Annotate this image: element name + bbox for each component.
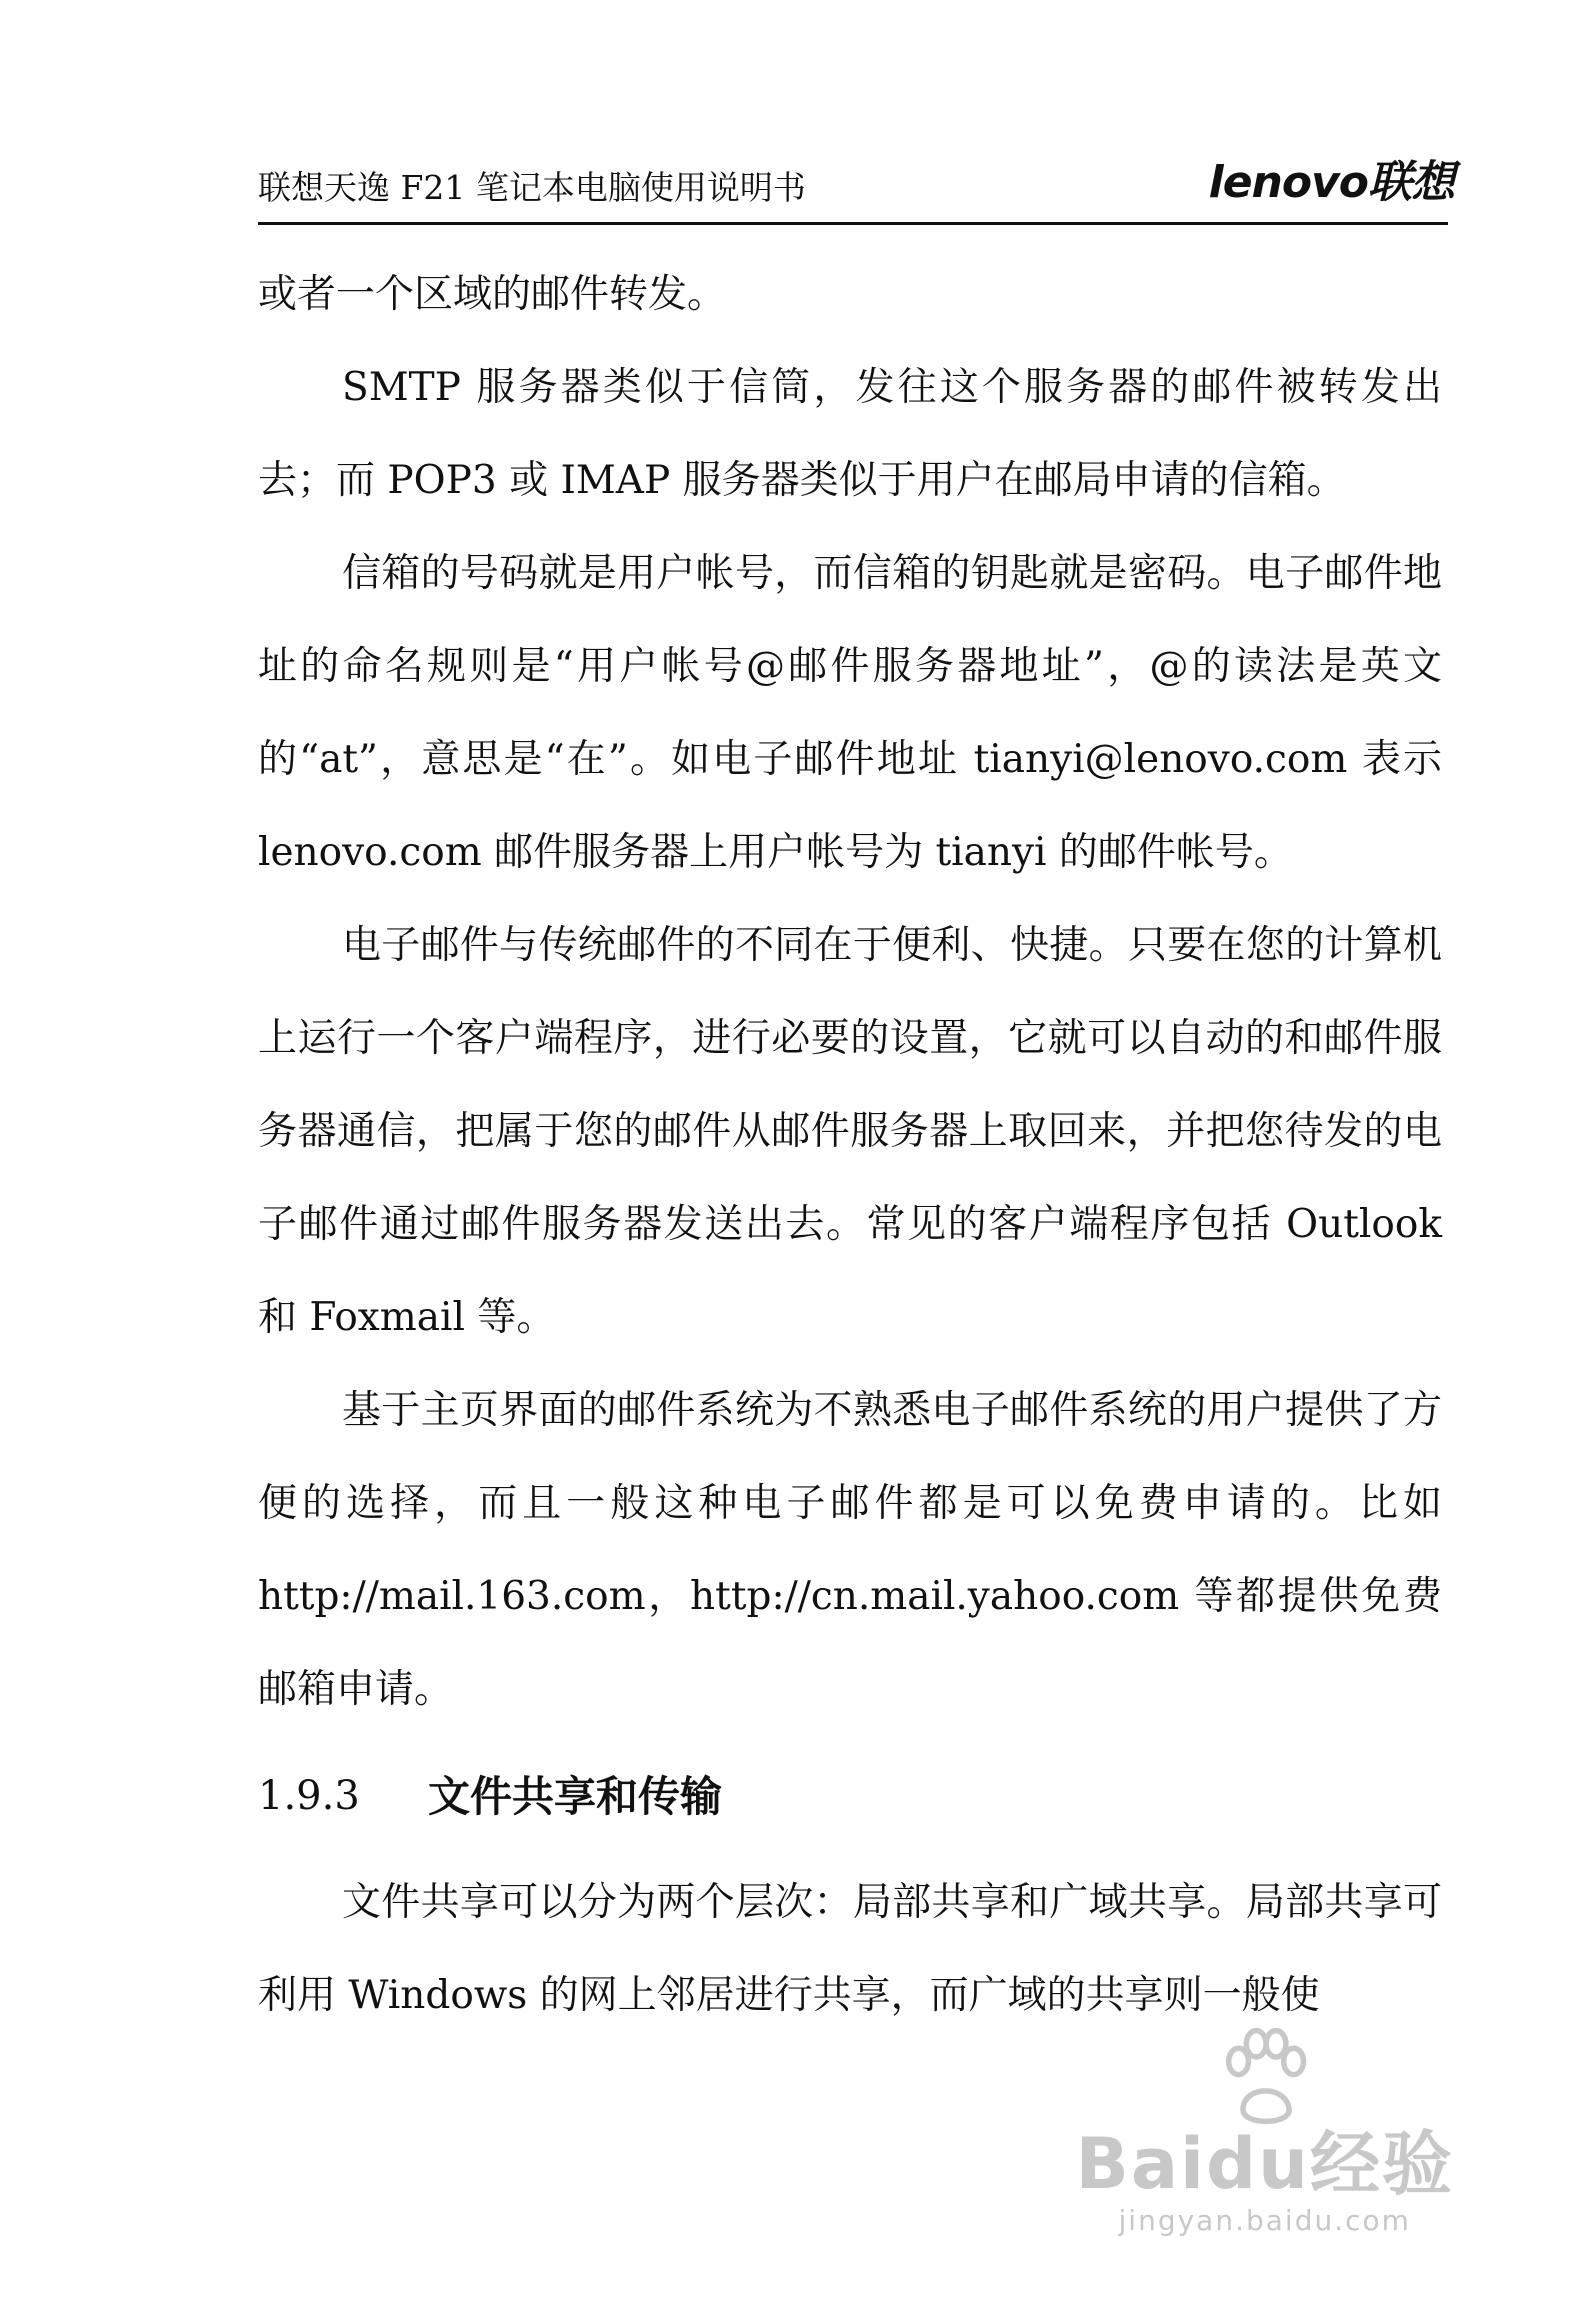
section-number: 1.9.3: [258, 1772, 360, 1819]
section-title: 文件共享和传输: [428, 1771, 723, 1821]
paragraph-webmail: 基于主页界面的邮件系统为不熟悉电子邮件系统的用户提供了方便的选择，而且一般这种电子邮件都是可以免费申请的。比如 http://mail.163.com，http://cn.mail.yahoo.com 等都提供免费邮箱申请。: [258, 1388, 1442, 1712]
watermark-logo: Baidu经验: [1075, 2123, 1454, 2205]
paragraph-file-sharing: 文件共享可以分为两个层次：局部共享和广域共享。局部共享可利用 Windows 的网上邻居进行共享，而广域的共享则一般使: [258, 1880, 1442, 2018]
header-title: 联想天逸 F21 笔记本电脑使用说明书: [258, 168, 806, 207]
paragraph-email-vs-mail: 电子邮件与传统邮件的不同在于便利、快捷。只要在您的计算机上运行一个客户端程序，进行必要的设置，它就可以自动的和邮件服务器通信，把属于您的邮件从邮件服务器上取回来，并把您待发的电子邮件通过邮件服务器发送出去。常见的客户端程序包括 Outlook 和 Foxmail 等。: [258, 923, 1442, 1340]
paragraph-smtp: SMTP 服务器类似于信筒，发往这个服务器的邮件被转发出去；而 POP3 或 IMAP 服务器类似于用户在邮局申请的信箱。: [258, 365, 1442, 503]
paw-icon: [1210, 2024, 1320, 2134]
baidu-watermark: [1075, 2024, 1454, 2238]
paragraph-continuation: 或者一个区域的邮件转发。: [258, 272, 727, 317]
section-heading: [258, 1736, 1442, 1856]
document-body: [258, 248, 1442, 2042]
watermark-url: jingyan.baidu.com: [1118, 2204, 1411, 2237]
header-divider: [258, 222, 1448, 225]
paragraph-mailbox: 信箱的号码就是用户帐号，而信箱的钥匙就是密码。电子邮件地址的命名规则是“用户帐号@邮件服务器地址”，@的读法是英文的“at”，意思是“在”。如电子邮件地址 tianyi@lenovo.com 表示 lenovo.com 邮件服务器上用户帐号为 tianyi 的邮件帐号。: [258, 551, 1442, 875]
lenovo-logo: lenovo联想: [1208, 157, 1454, 208]
